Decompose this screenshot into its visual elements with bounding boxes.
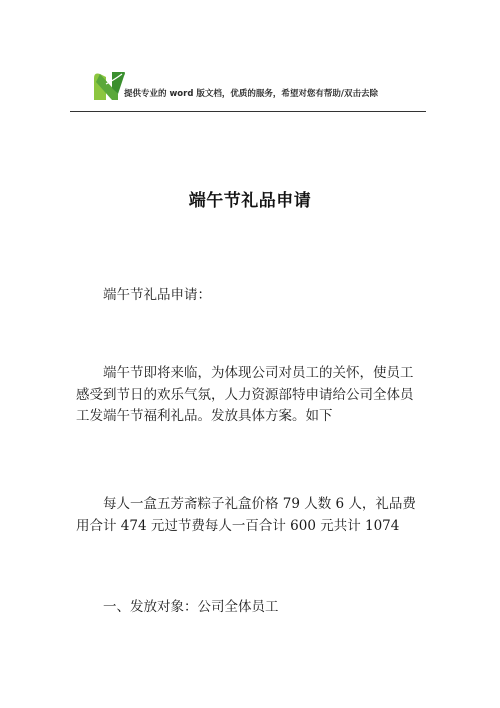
greeting-paragraph: 端午节礼品申请：: [103, 287, 211, 303]
document-title: 端午节礼品申请: [188, 191, 312, 211]
body-paragraph-2: 每人一盒五芳斋粽子礼盒价格 79 人数 6 人，礼品费用合计 474 元过节费每人一百合计 600 元共计 1074: [76, 496, 416, 534]
list-item-1: 一、发放对象：公司全体员工: [103, 599, 279, 615]
document-header: [92, 70, 432, 104]
header-tagline: 提供专业的 word 版文档，优质的服务，希望对您有帮助/双击去除: [124, 89, 378, 99]
header-divider: [70, 111, 426, 112]
leaf-n-logo-icon: [92, 70, 126, 102]
body-paragraph-1: 端午节即将来临，为体现公司对员工的关怀，使员工感受到节日的欢乐气氛，人力资源部特申请给公司全体员工发端午节福利礼品。发放具体方案。如下: [76, 365, 414, 424]
